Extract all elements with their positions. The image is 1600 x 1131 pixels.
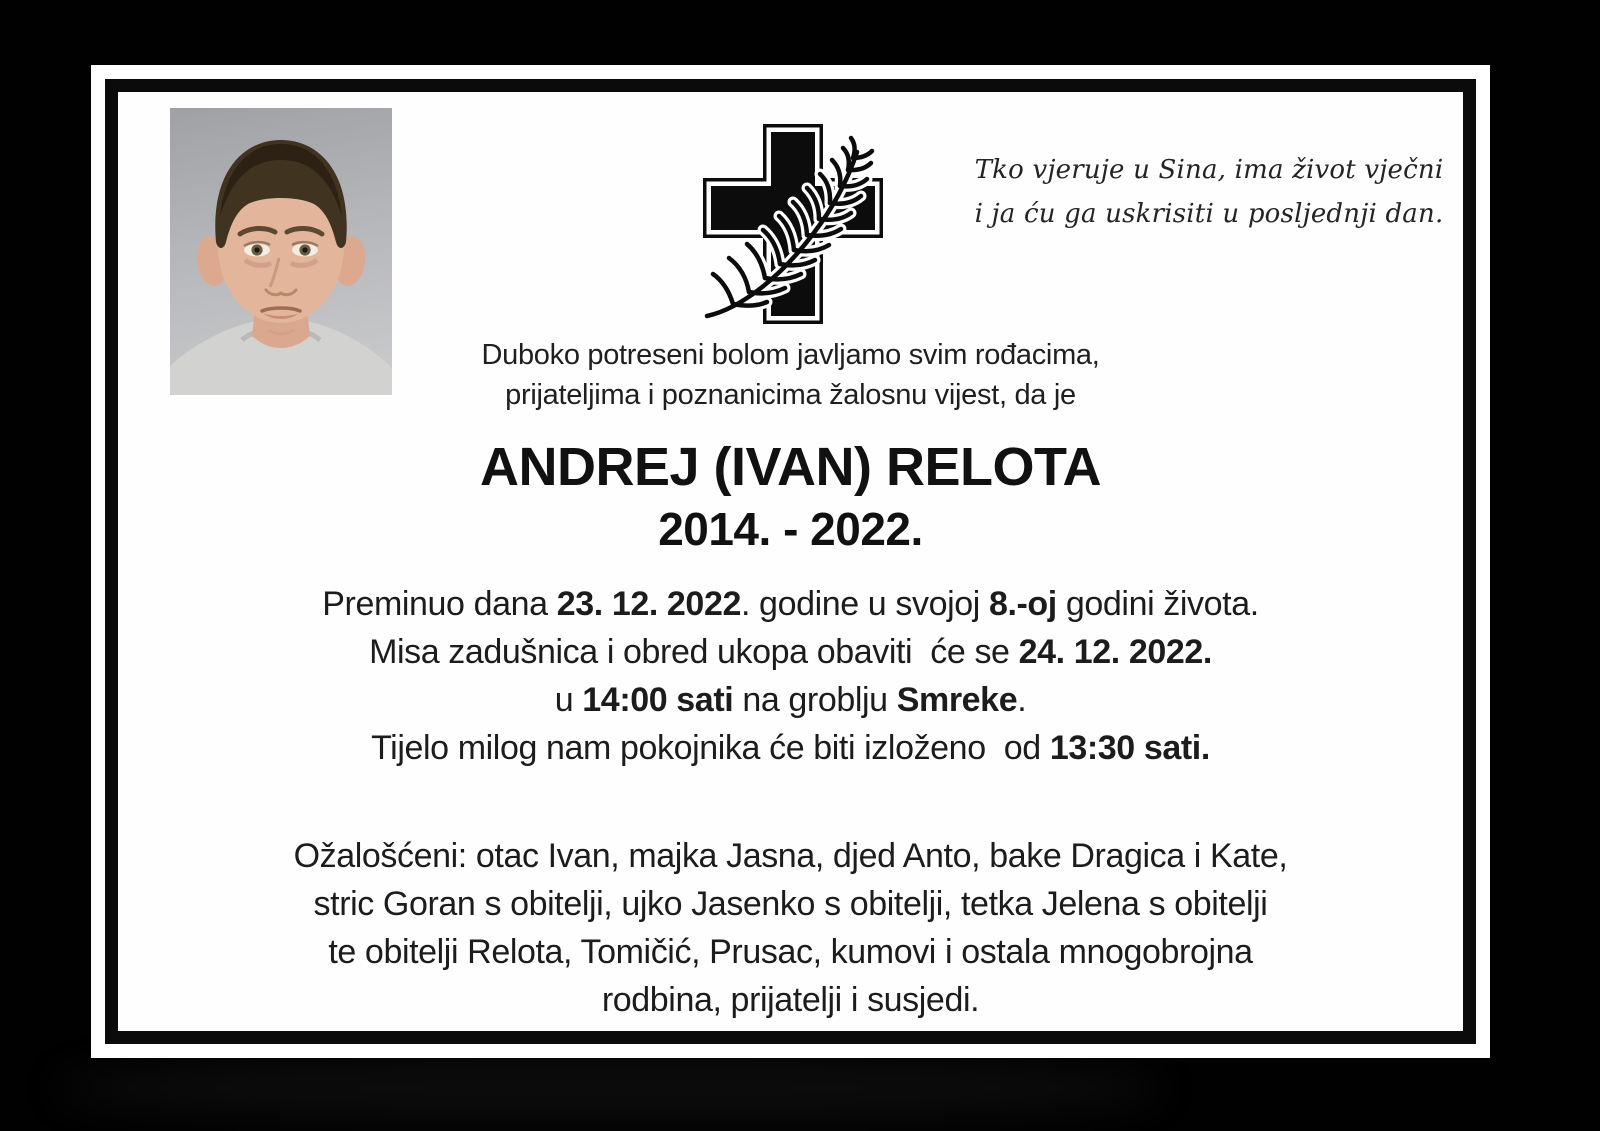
obituary-card [105,79,1476,1044]
intro-text [118,335,1463,415]
cross-and-palm-svg [693,124,883,324]
text-line [118,880,1463,928]
emphasized-text: 14:00 sati [582,681,734,719]
cross-and-palm-icon [693,124,883,324]
intro-line: prijateljima i poznanicima žalosnu vijest, da je [505,379,1076,411]
intro-line: Duboko potreseni bolom javljamo svim rođacima, [481,339,1100,371]
plain-text: Ožalošćeni: otac Ivan, majka Jasna, djed Anto, bake Dragica i Kate, [293,837,1288,875]
scan-shadow [60,1053,1160,1123]
emphasized-text: Smreke [896,681,1018,719]
emphasized-text: 24. 12. 2022. [1018,633,1212,671]
text-line [118,580,1463,628]
emphasized-text: 23. 12. 2022 [556,585,741,623]
plain-text: . [1017,681,1027,719]
quote-line: Tko vjeruje u Sina, ima život vječni [974,155,1444,185]
plain-text: na groblju [733,681,897,719]
plain-text: u [554,681,583,719]
text-line [118,832,1463,880]
plain-text: godini života. [1056,585,1259,623]
plain-text: te obitelji Relota, Tomičić, Prusac, kumovi i ostala mnogobrojna [328,933,1253,971]
text-line [118,676,1463,724]
deceased-years: 2014. - 2022. [658,503,923,555]
quote-line: i ja ću ga uskrisiti u posljednji dan. [974,199,1444,229]
card-mat [91,65,1490,1058]
plain-text: stric Goran s obitelji, ujko Jasenko s obitelji, tetka Jelena s obitelji [313,885,1268,923]
plain-text: . godine u svojoj [740,585,989,623]
text-line [118,628,1463,676]
plain-text: Misa zadušnica i obred ukopa obaviti će se [369,633,1019,671]
deceased-name: ANDREJ (IVAN) RELOTA [480,437,1101,497]
plain-text: rodbina, prijatelji i susjedi. [601,981,980,1019]
scripture-quote [969,148,1449,236]
text-line [118,976,1463,1024]
announcement-block [118,580,1463,772]
emphasized-text: 13:30 sati. [1049,729,1210,767]
emphasized-text: 8.-oj [988,585,1057,623]
text-line [118,724,1463,772]
plain-text: Tijelo milog nam pokojnika će biti izloženo od [371,729,1050,767]
plain-text: Preminuo dana [322,585,557,623]
text-line [118,928,1463,976]
mourners-block [118,832,1463,1024]
